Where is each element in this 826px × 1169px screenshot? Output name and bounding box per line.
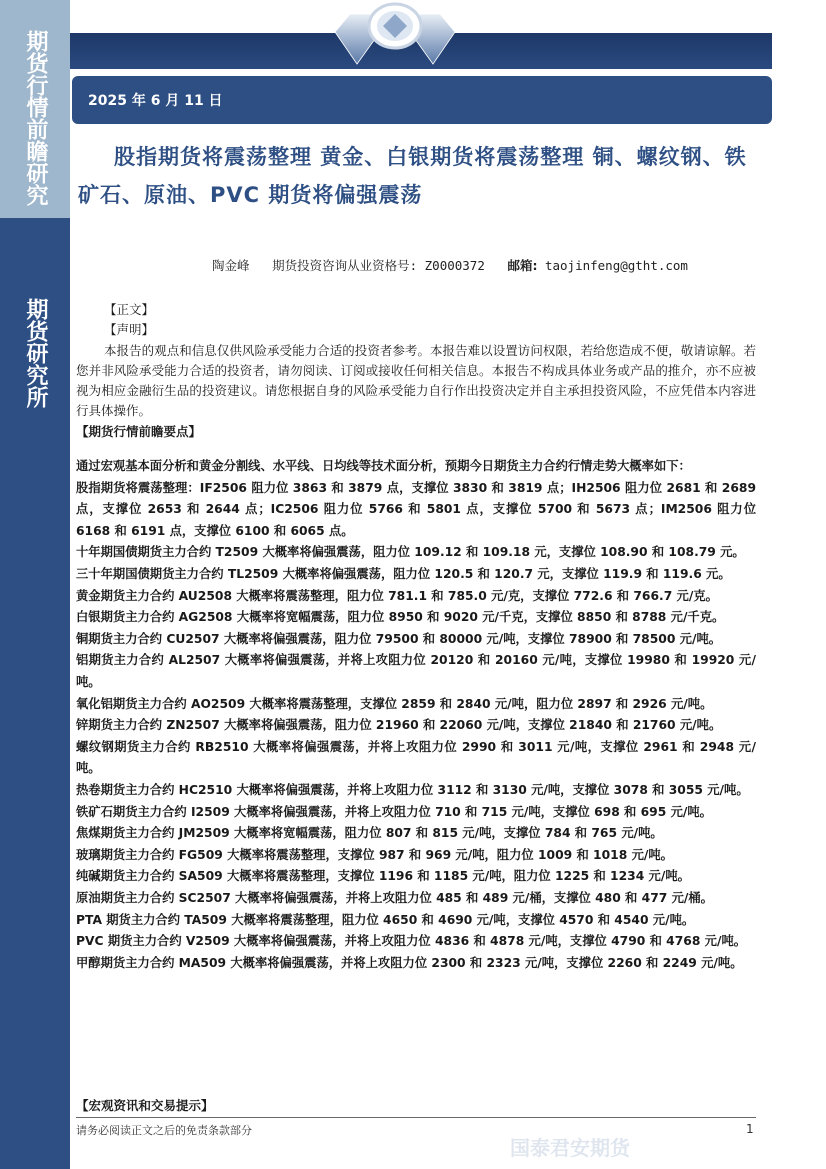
forecast-row: 十年期国债期货主力合约 T2509 大概率将偏强震荡，阻力位 109.12 和 109.18 元，支撑位 108.90 和 108.79 元。	[76, 545, 745, 560]
forecast-list	[76, 456, 756, 974]
report-body	[76, 300, 756, 974]
statement-tag: 【声明】	[104, 322, 155, 338]
forecast-row: 螺纹钢期货主力合约 RB2510 大概率将偏强震荡，并将上攻阻力位 2990 和 3011 元/吨，支撑位 2961 和 2948 元/吨。	[76, 739, 756, 776]
sidebar-bottom-label: 期货研究所	[23, 298, 48, 408]
forecast-row: 三十年期国债期货主力合约 TL2509 大概率将偏强震荡，阻力位 120.5 和 120.7 元，支撑位 119.9 和 119.6 元。	[76, 567, 731, 582]
forecast-row: 锌期货主力合约 ZN2507 大概率将偏强震荡，阻力位 21960 和 22060 元/吨，支撑位 21840 和 21760 元/吨。	[76, 718, 722, 733]
author-qualification: 期货投资咨询从业资格号: Z0000372	[272, 258, 485, 273]
forecast-row: 玻璃期货主力合约 FG509 大概率将震荡整理，支撑位 987 和 969 元/吨，阻力位 1009 和 1018 元/吨。	[76, 847, 673, 862]
page-title: 股指期货将震荡整理 黄金、白银期货将震荡整理 铜、螺纹钢、铁矿石、原油、PVC 期货将偏强震荡	[78, 145, 747, 207]
page-number: 1	[746, 1122, 754, 1136]
forecast-row: 甲醇期货主力合约 MA509 大概率将偏强震荡，并将上攻阻力位 2300 和 2323 元/吨，支撑位 2260 和 2249 元/吨。	[76, 955, 743, 970]
company-watermark: 国泰君安期货	[510, 1136, 630, 1160]
footer-divider	[76, 1117, 756, 1118]
email-label: 邮箱:	[507, 258, 538, 273]
forecast-row: 通过宏观基本面分析和黄金分割线、水平线、日均线等技术面分析，预期今日期货主力合约行情走势大概率如下：	[76, 459, 691, 474]
forecast-row: 黄金期货主力合约 AU2508 大概率将震荡整理，阻力位 781.1 和 785.0 元/克，支撑位 772.6 和 766.7 元/克。	[76, 588, 718, 603]
key-points-heading: 【期货行情前瞻要点】	[76, 423, 202, 439]
sidebar-top-panel	[0, 0, 70, 218]
forecast-row: 热卷期货主力合约 HC2510 大概率将偏强震荡，并将上攻阻力位 3112 和 3130 元/吨，支撑位 3078 和 3055 元/吨。	[76, 782, 749, 797]
diamond-logo-icon	[325, 2, 465, 70]
forecast-row: 纯碱期货主力合约 SA509 大概率将震荡整理，支撑位 1196 和 1185 元/吨，阻力位 1225 和 1234 元/吨。	[76, 869, 690, 884]
footer-disclaimer: 请务必阅读正文之后的免责条款部分	[76, 1124, 252, 1137]
statement-paragraph: 本报告的观点和信息仅供风险承受能力合适的投资者参考。本报告难以设置访问权限，若给您造成不便，敬请谅解。若您并非风险承受能力合适的投资者，请勿阅读、订阅或接收任何相关信息。本报告不构成具体业务或产品的推介，亦不应被视为相应金融衍生品的投资建议。请您根据自身的风险承受能力自行作出投资决定并自主承担投资风险，不应凭借本内容进行具体操作。	[76, 342, 756, 419]
forecast-row: PTA 期货主力合约 TA509 大概率将震荡整理，阻力位 4650 和 4690 元/吨，支撑位 4570 和 4540 元/吨。	[76, 912, 695, 927]
author-email[interactable]: taojinfeng@gtht.com	[544, 258, 688, 273]
forecast-row: 铁矿石期货主力合约 I2509 大概率将偏强震荡，并将上攻阻力位 710 和 715 元/吨，支撑位 698 和 695 元/吨。	[76, 804, 712, 819]
report-date: 2025 年 6 月 11 日	[88, 93, 223, 109]
forecast-row: 铜期货主力合约 CU2507 大概率将偏强震荡，阻力位 79500 和 80000 元/吨，支撑位 78900 和 78500 元/吨。	[76, 631, 722, 646]
sidebar-top-label: 期货行情前瞻研究	[23, 30, 48, 206]
forecast-row: 股指期货将震荡整理：IF2506 阻力位 3863 和 3879 点，支撑位 3830 和 3819 点；IH2506 阻力位 2681 和 2689 点，支撑位 2653 和 2644 点；IC2506 阻力位 5766 和 5801 点，支撑位 5700 和 5673 点；IM2506 阻力位 6168 和 6191 点，支撑位 6100 和 6065 点。	[76, 480, 756, 538]
forecast-row: 白银期货主力合约 AG2508 大概率将宽幅震荡，阻力位 8950 和 9020 元/千克，支撑位 8850 和 8788 元/千克。	[76, 610, 725, 625]
body-tag: 【正文】	[104, 302, 155, 317]
author-line	[212, 256, 688, 274]
forecast-row: 原油期货主力合约 SC2507 大概率将偏强震荡，并将上攻阻力位 485 和 489 元/桶，支撑位 480 和 477 元/桶。	[76, 890, 713, 905]
forecast-row: 焦煤期货主力合约 JM2509 大概率将宽幅震荡，阻力位 807 和 815 元/吨，支撑位 784 和 765 元/吨。	[76, 826, 663, 841]
forecast-row: PVC 期货主力合约 V2509 大概率将偏强震荡，并将上攻阻力位 4836 和 4878 元/吨，支撑位 4790 和 4768 元/吨。	[76, 934, 747, 949]
forecast-row: 氧化铝期货主力合约 AO2509 大概率将震荡整理，支撑位 2859 和 2840 元/吨，阻力位 2897 和 2926 元/吨。	[76, 696, 713, 711]
forecast-row: 铝期货主力合约 AL2507 大概率将偏强震荡，并将上攻阻力位 20120 和 20160 元/吨，支撑位 19980 和 19920 元/吨。	[76, 653, 756, 690]
author-name: 陶金峰	[212, 258, 250, 273]
macro-heading: 【宏观资讯和交易提示】	[76, 1098, 214, 1113]
sidebar-bottom-panel	[0, 218, 70, 1169]
